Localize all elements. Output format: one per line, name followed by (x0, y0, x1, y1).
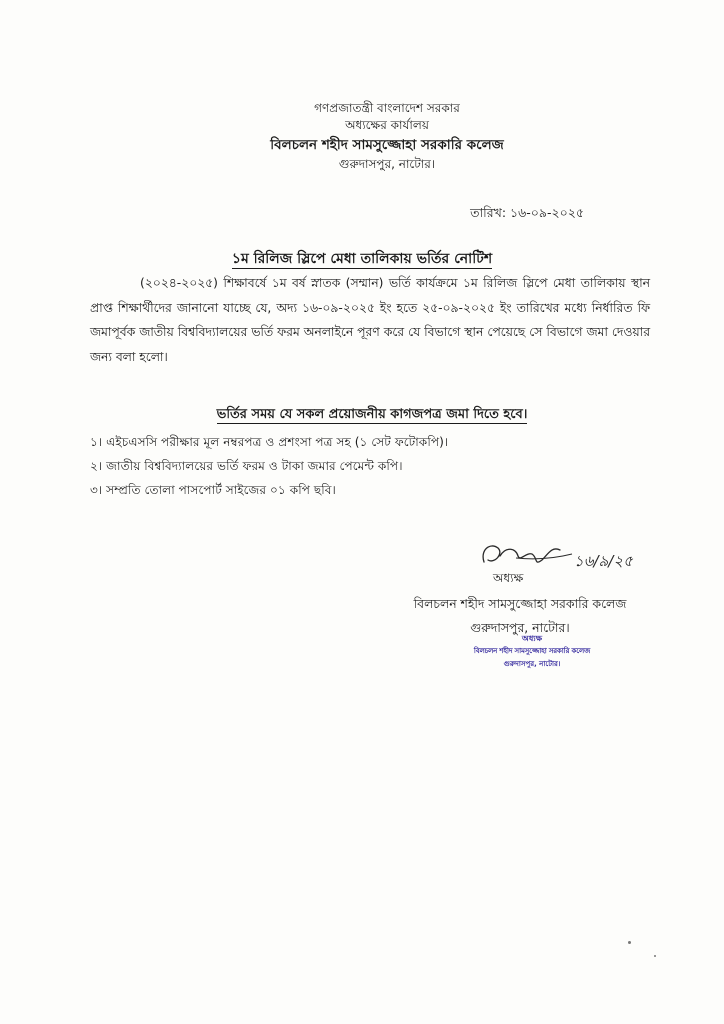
requirements-title (0, 405, 724, 426)
college-address: গুরুদাসপুর, নাটোর। (338, 157, 436, 171)
requirement-item-3: ৩। সম্প্রতি তোলা পাসপোর্ট সাইজের ০১ কপি ছবি। (90, 483, 336, 497)
office-name: অধ্যক্ষের কার্যালয় (345, 118, 429, 132)
scan-speck (654, 955, 656, 957)
stamp-title: অধ্যক্ষ (521, 634, 543, 643)
signature-block (440, 527, 660, 587)
government-name: গণপ্রজাতন্ত্রী বাংলাদেশ সরকার (314, 101, 460, 115)
notice-body (90, 271, 650, 369)
requirement-item-1: ১। এইচএসসি পরীক্ষার মূল নম্বরপত্র ও প্রশংসা পত্র সহ (১ সেট ফটোকপি)। (90, 435, 449, 449)
signer-college: বিলচলন শহীদ সামসুজ্জোহা সরকারি কলেজ (413, 596, 627, 611)
principal-title: অধ্যক্ষ (493, 571, 524, 585)
stamp-address: গুরুদাসপুর, নাটোর। (503, 660, 561, 668)
requirements-list (90, 430, 650, 502)
notice-body-text: (২০২৪-২০২৫) শিক্ষাবর্ষে ১ম বর্ষ স্নাতক (সম্মান) ভর্তি কার্যক্রমে ১ম রিলিজ স্লিপে মেধা তালিকায় স্থান প্রাপ্ত শিক্ষার্থীদের জানানো যাচ্ছে যে, অদ্য ১৬-০৯-২০২৫ ইং হতে ২৫-০৯-২০২৫ ইং তারিখের মধ্যে নির্ধারিত ফি জমাপূর্বক জাতীয় বিশ্ববিদ্যালয়ের ভর্তি ফরম অনলাইনে পূরণ করে যে বিভাগে স্থান পেয়েছে সে বিভাগে জমা দেওয়ার জন্য বলা হলো। (90, 276, 650, 364)
official-stamp (452, 632, 612, 671)
requirements-title-text: ভর্তির সময় যে সকল প্রয়োজনীয় কাগজপত্র জমা দিতে হবে। (216, 407, 528, 422)
college-name: বিলচলন শহীদ সামসুজ্জোহা সরকারি কলেজ (270, 137, 504, 153)
requirement-item-2: ২। জাতীয় বিশ্ববিদ্যালয়ের ভর্তি ফরম ও টাকা জমার পেমেন্ট কপি। (90, 459, 403, 473)
signer-address: গুরুদাসপুর, নাটোর। (470, 620, 570, 635)
notice-title (0, 247, 724, 271)
notice-title-text: ১ম রিলিজ স্লিপে মেধা তালিকায় ভর্তির নোটিশ (231, 251, 493, 267)
letterhead (0, 100, 724, 173)
scan-speck (628, 941, 631, 944)
handwritten-date: ১৬/৯/২৫ (574, 552, 633, 570)
notice-date: তারিখ: ১৬-০৯-২০২৫ (470, 205, 584, 220)
stamp-college: বিলচলন শহীদ সামসুজ্জোহা সরকারি কলেজ (473, 647, 591, 655)
